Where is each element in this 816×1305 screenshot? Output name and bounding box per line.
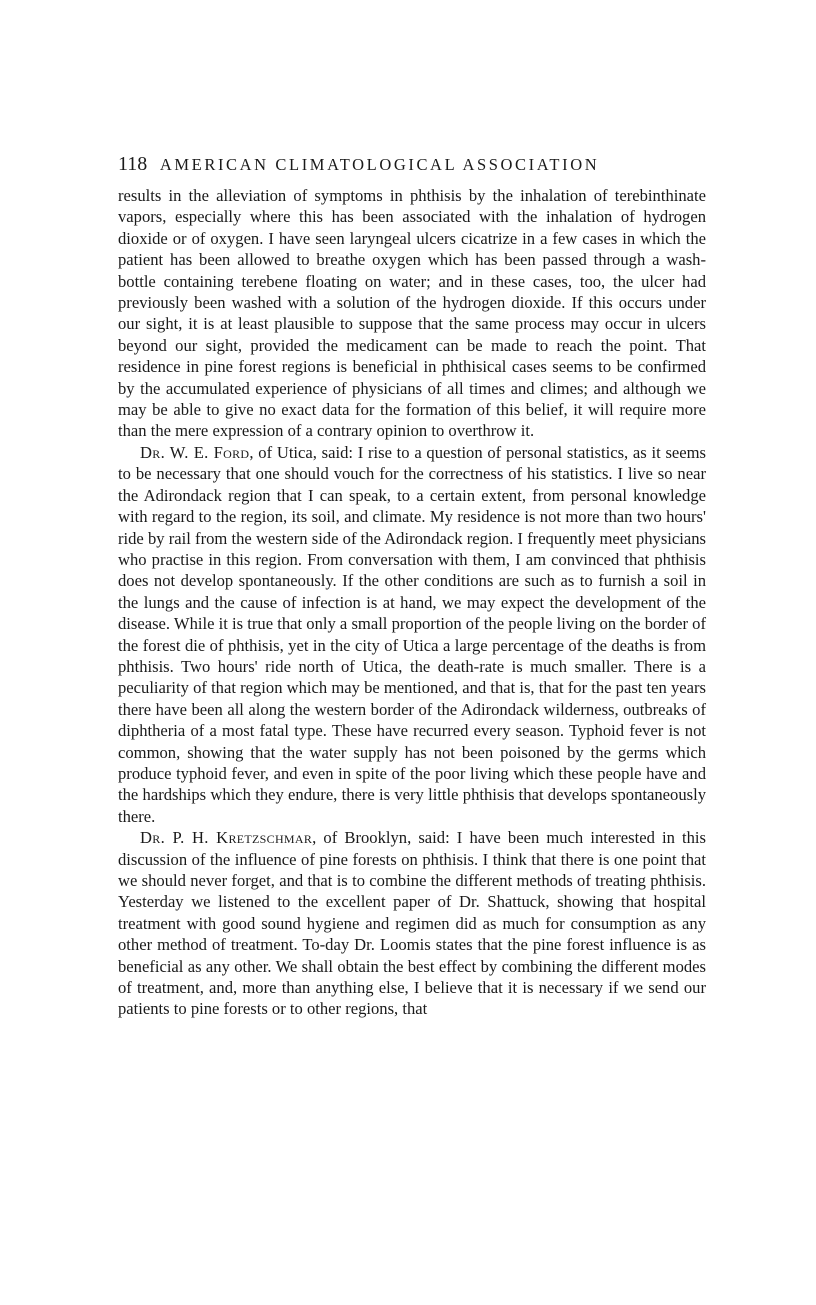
running-title: AMERICAN CLIMATOLOGICAL ASSOCIATION	[159, 155, 600, 174]
paragraph-text: results in the alleviation of symptoms in phthisis by the inhalation of terebinthinate vapors, especially where this has been associated with the inhalation of hydrogen dioxide or of oxygen. I have seen laryngeal ulcers cicatrize in a few cases in which the patient has been allowed to breathe oxygen which has been passed through a wash-bottle containing terebene floating on water; and in these cases, too, the ulcer had previously been washed with a solution of the hydrogen dioxide. If this occurs under our sight, it is at least plausible to suppose that the same process may occur in ulcers beyond our sight, provided the medicament can be made to reach the point. That residence in pine forest regions is beneficial in phthisical cases seems to be confirmed by the accumulated experience of physicians of all times and climes; and although we may be able to give no exact data for the formation of this belief, it will require more than the mere expression of a contrary opinion to overthrow it.	[118, 186, 706, 441]
speaker-name: Dr. P. H. Kretzschmar	[140, 828, 313, 848]
paragraph-text: , of Brooklyn, said: I have been much interested in this discussion of the influence of pine forests on phthisis. I think that there is one point that we should never forget, and that is to combine the different methods of treating phthisis. Yesterday we listened to the excellent paper of Dr. Shattuck, showing that hospital treatment with good sound hygiene and regimen did as much for consumption as any other method of treatment. To-day Dr. Loomis states that the pine forest influence is as beneficial as any other. We shall obtain the best effect by combining the different modes of treatment, and, more than anything else, I believe that it is necessary if we send our patients to pine forests or to other regions, that	[118, 828, 706, 1019]
paragraph-continuation	[118, 185, 706, 442]
paragraph-kretzschmar	[118, 827, 706, 1020]
paragraph-text: , of Utica, said: I rise to a question of personal statistics, as it seems to be necessary that one should vouch for the correctness of his statistics. I live so near the Adirondack region that I can speak, to a certain extent, from personal knowledge with regard to the region, its soil, and climate. My residence is not more than two hours' ride by rail from the western side of the Adirondack region. I frequently meet physicians who practise in this region. From conversation with them, I am convinced that phthisis does not develop spontaneously. If the other conditions are such as to furnish a soil in the lungs and the cause of infection is at hand, we may expect the development of the disease. While it is true that only a small proportion of the people living on the border of the forest die of phthisis, yet in the city of Utica a large percentage of the deaths is from phthisis. Two hours' ride north of Utica, the death-rate is much smaller. There is a peculiarity of that region which may be mentioned, and that is, that for the past ten years there have been all along the western border of the Adirondack wilderness, outbreaks of diphtheria of a most fatal type. These have recurred every season. Typhoid fever is not common, showing that the water supply has not been poisoned by the germs which produce typhoid fever, and even in spite of the poor living which these people have and the hardships which they endure, there is very little phthisis that develops spontaneously there.	[118, 442, 706, 826]
page-number: 118	[118, 153, 148, 175]
paragraph-ford	[118, 442, 706, 827]
body-text	[118, 185, 706, 1020]
page-header	[118, 152, 718, 177]
speaker-name: Dr. W. E. Ford	[140, 442, 250, 462]
